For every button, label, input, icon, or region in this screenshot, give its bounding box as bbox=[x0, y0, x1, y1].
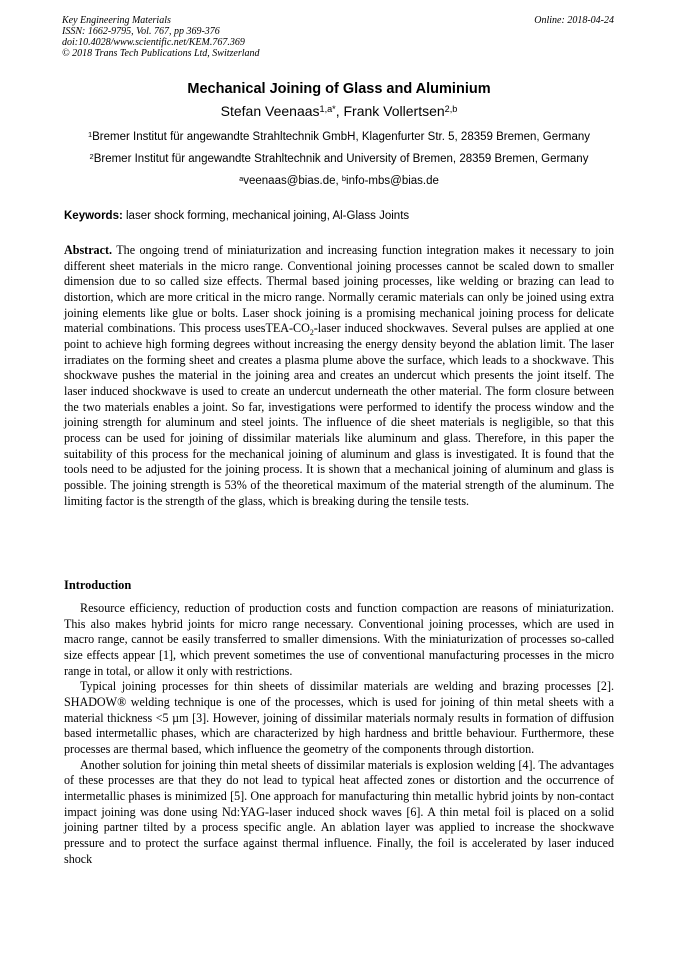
email-a-marker: a bbox=[239, 173, 244, 183]
abstract-subscript: 2 bbox=[309, 327, 314, 337]
affiliation-2-marker: 2 bbox=[89, 151, 94, 161]
issn-line: ISSN: 1662-9795, Vol. 767, pp 369-376 bbox=[62, 26, 220, 37]
email-b: info-mbs@bias.de bbox=[346, 175, 439, 187]
intro-paragraph-3: Another solution for joining thin metal sheets of dissimilar materials is explosion welding [4]. The advantages of these processes are that they do not lead to typical heat affected zones or distortion and the occurrence of intermetallic phases is minimized [5]. One approach for manufacturing thin metallic hybrid joints by non-contact impact joining was done using Nd:YAG-laser induced shock waves [6]. A thin metal foil is placed on a solid joining partner tilted by a process specific angle. An ablation layer was applied to increase the shockwave pressure and to protect the surface against thermal influence. Finally, the foil is accelerated by laser induced shock bbox=[64, 757, 614, 866]
author-2: Frank Vollertsen bbox=[343, 103, 445, 119]
author-1: Stefan Veenaas bbox=[220, 103, 320, 119]
email-a: veenaas@bias.de, bbox=[243, 175, 342, 187]
journal-header bbox=[62, 15, 422, 59]
email-b-marker: b bbox=[341, 173, 347, 183]
affiliation-1 bbox=[0, 130, 678, 144]
abstract-text-2: -laser induced shockwaves. Several pulses are applied at one point to achieve high forming degrees without increasing the energy density beyond the ablation limit. The laser irradiates on the forming sheet and creates a plasma plume above the surface, which leads to a shockwave. This shockwave pushes the material in the joining area and creates an undercut which presents the joint itself. The laser induced shockwave is used to create an undercut underneath the other material. The form closure between the two materials enables a joint. So far, investigations were performed to identify the process window and the joining strength for aluminum and steel joints. The influence of die sheet materials is negligible, so that this process can be used for joining of dissimilar materials like aluminum and glass. Therefore, in this paper the suitability of this process for the mechanical joining of aluminum and glass is investigated. It is found that the tools need to be adjusted for the joining process. It is shown that a mechanical joining of aluminum and glass is possible. The joining strength is 53% of the theoretical maximum of the material strength of the aluminum. The limiting factor is the strength of the glass, which is breaking during the tensile tests. bbox=[64, 321, 614, 508]
doi-line: doi:10.4028/www.scientific.net/KEM.767.369 bbox=[62, 37, 245, 48]
intro-paragraph-1: Resource efficiency, reduction of production costs and function compaction are reasons of miniaturization. This also makes hybrid joints for micro range necessary. Conventional joining processes, which are used in macro range, cannot be easily transferred to smaller dimensions. With the miniaturization of processes so-called size effects appear [1], which prevent sometimes the use of conventional manufacturing processes in the micro range in total, or allow it only with restrictions. bbox=[64, 601, 614, 678]
abstract-text-1: The ongoing trend of miniaturization and increasing function integration makes it necessary to join different sheet materials in the micro range. Conventional joining processes cannot be scaled down to smaller dimension due to so called size effects. Thermal based joining processes, like welding or brazing can lead to distortion, which are more critical in the micro range. Normally ceramic materials can only be joined using extra joining elements like glue or bolts. Laser shock joining is a promising mechanical joining process for delicate material combinations. This process usesTEA-CO bbox=[64, 243, 614, 336]
intro-paragraph-2: Typical joining processes for thin sheets of dissimilar materials are welding and brazing processes [2]. SHADOW® welding technique is one of the processes, which is used for joining of thin metal sheets with a material thickness <5 µm [3]. However, joining of dissimilar materials normaly results in formation of diffusion based intermetallic phases, which are characterized by high hardness and brittle behaviour. Furthermore, these processes are thermal based, which influence the geometry of the components through distortion. bbox=[64, 679, 614, 756]
affiliation-2 bbox=[0, 152, 678, 166]
affiliation-1-text: Bremer Institut für angewandte Strahltechnik GmbH, Klagenfurter Str. 5, 28359 Bremen, Germany bbox=[92, 131, 591, 143]
author-line bbox=[0, 102, 678, 120]
abstract bbox=[64, 243, 614, 509]
journal-name: Key Engineering Materials bbox=[62, 15, 171, 26]
copyright-line: © 2018 Trans Tech Publications Ltd, Switzerland bbox=[62, 48, 260, 59]
author-1-marker: 1,a* bbox=[319, 103, 336, 114]
section-heading-introduction: Introduction bbox=[64, 578, 132, 592]
author-separator: , bbox=[335, 103, 344, 119]
abstract-label: Abstract. bbox=[64, 243, 113, 257]
keywords-line bbox=[64, 209, 624, 223]
affiliation-1-marker: 1 bbox=[87, 129, 93, 139]
affiliation-2-text: Bremer Institut für angewandte Strahltechnik and University of Bremen, 28359 Bremen, Germany bbox=[93, 153, 589, 165]
online-date: Online: 2018-04-24 bbox=[534, 15, 614, 26]
keywords-text: laser shock forming, mechanical joining, Al-Glass Joints bbox=[122, 210, 410, 222]
keywords-label: Keywords: bbox=[64, 210, 123, 222]
email-line bbox=[0, 174, 678, 188]
paper-title: Mechanical Joining of Glass and Aluminium bbox=[187, 81, 491, 97]
author-2-marker: 2,b bbox=[444, 103, 458, 114]
introduction-body bbox=[64, 601, 614, 867]
